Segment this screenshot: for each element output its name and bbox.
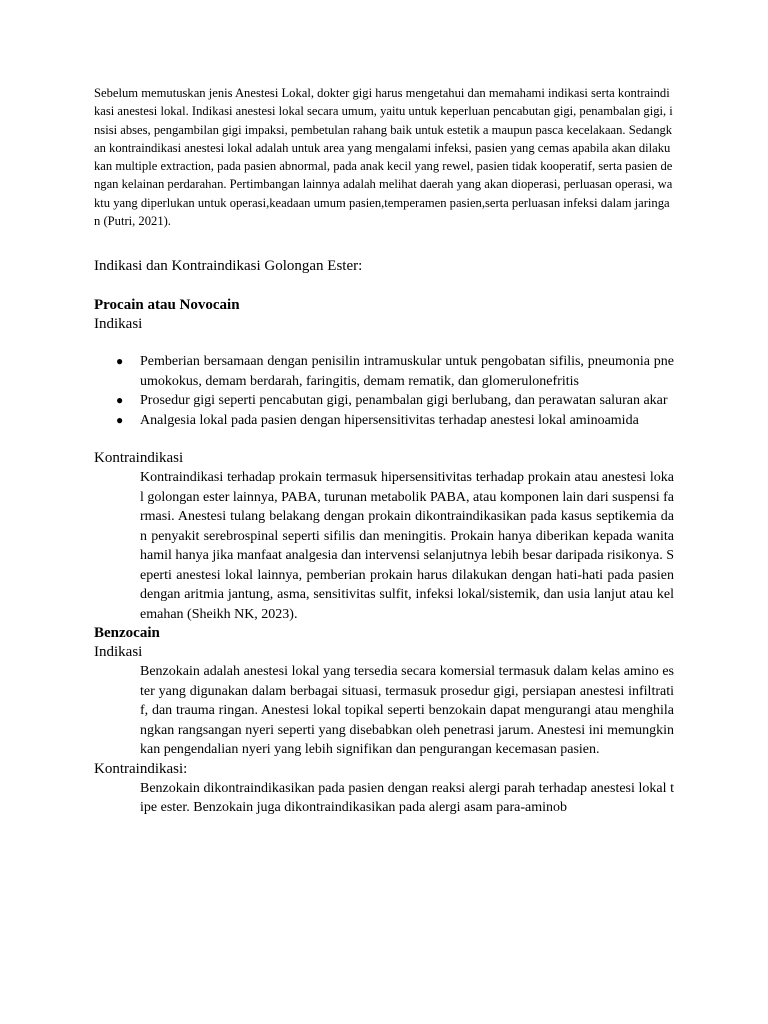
procain-kontra-label: Kontraindikasi	[94, 450, 184, 467]
list-item	[94, 352, 674, 391]
benzocain-indikasi-label: Indikasi	[94, 644, 143, 661]
list-item-text: Analgesia lokal pada pasien dengan hipersensitivitas terhadap anestesi lokal aminoamida	[140, 412, 639, 428]
procain-indikasi-label: Indikasi	[94, 316, 143, 333]
bullet-icon: ●	[116, 393, 124, 408]
list-item-text: Prosedur gigi seperti pencabutan gigi, penambalan gigi berlubang, dan perawatan saluran akar	[140, 393, 668, 409]
list-item	[94, 391, 674, 411]
procain-kontra-text: Kontraindikasi terhadap prokain termasuk hipersensitivitas terhadap prokain atau anestesi lokal golongan ester lainnya, PABA, turunan metabolik PABA, atau komponen lain dari suspensi farmasi. Anestesi tulang belakang dengan prokain dikontraindikasikan pada kasus septikemia dan penyakit serebrospinal seperti sifilis dan meningitis. Prokain hanya diberikan kepada wanita hamil hanya jika manfaat analgesia dan intervensi selanjutnya lebih besar daripada risikonya. Seperti anestesi lokal lainnya, pemberian prokain harus dilakukan dengan hati-hati pada pasien dengan aritmia jantung, asma, sensitivitas sulfit, infeksi lokal/sistemik, dan usia lanjut atau kelemahan (Sheikh NK, 2023).	[140, 470, 675, 622]
benzocain-kontra-text: Benzokain dikontraindikasikan pada pasien dengan reaksi alergi parah terhadap anestesi lokal tipe ester. Benzokain juga dikontraindikasikan pada alergi asam para-aminob	[140, 780, 674, 816]
bullet-icon: ●	[116, 354, 124, 369]
benzocain-title: Benzocain	[94, 625, 160, 642]
benzocain-indikasi-text: Benzokain adalah anestesi lokal yang tersedia secara komersial termasuk dalam kelas amino ester yang digunakan dalam berbagai situasi, termasuk prosedur gigi, persiapan anestesi infiltratif, dan trauma ringan. Anestesi lokal topikal seperti benzokain dapat mengurangi atau menghilangkan rangsangan nyeri seperti yang disebabkan oleh penetrasi jarum. Anestesi ini memungkinkan pengendalian nyeri yang lebih signifikan dan pengurangan kecemasan pasien.	[140, 664, 674, 758]
benzocain-kontra-label: Kontraindikasi:	[94, 760, 188, 777]
bullet-icon: ●	[116, 412, 124, 427]
list-item-text: Pemberian bersamaan dengan penisilin intramuskular untuk pengobatan sifilis, pneumonia pneumokokus, demam berdarah, faringitis, demam rematik, dan glomerulonefritis	[140, 354, 674, 389]
document-body	[94, 84, 674, 818]
section-heading: Indikasi dan Kontraindikasi Golongan Ester:	[94, 258, 363, 275]
intro-paragraph: Sebelum memutuskan jenis Anestesi Lokal, dokter gigi harus mengetahui dan memahami indikasi serta kontraindikasi anestesi lokal. Indikasi anestesi lokal secara umum, yaitu untuk keperluan pencabutan gigi, penambalan gigi, insisi abses, pengambilan gigi impaksi, pembetulan rahang baik untuk estetik a maupun pasca kecelakaan. Sedangkan kontraindikasi anestesi lokal adalah untuk area yang mengalami infeksi, pasien yang cemas apabila akan dilakukan multiple extraction, pada pasien abnormal, pada anak kecil yang rewel, pasien tidak kooperatif, serta pasien dengan kelainan perdarahan. Pertimbangan lainnya adalah melihat daerah yang akan dioperasi, perluasan operasi, waktu yang diperlukan untuk operasi,keadaan umum pasien,temperamen pasien,serta perluasan infeksi dalam jaringan (Putri, 2021).	[94, 86, 673, 229]
procain-indikasi-list	[94, 352, 674, 430]
procain-title: Procain atau Novocain	[94, 297, 240, 314]
list-item	[94, 411, 674, 431]
